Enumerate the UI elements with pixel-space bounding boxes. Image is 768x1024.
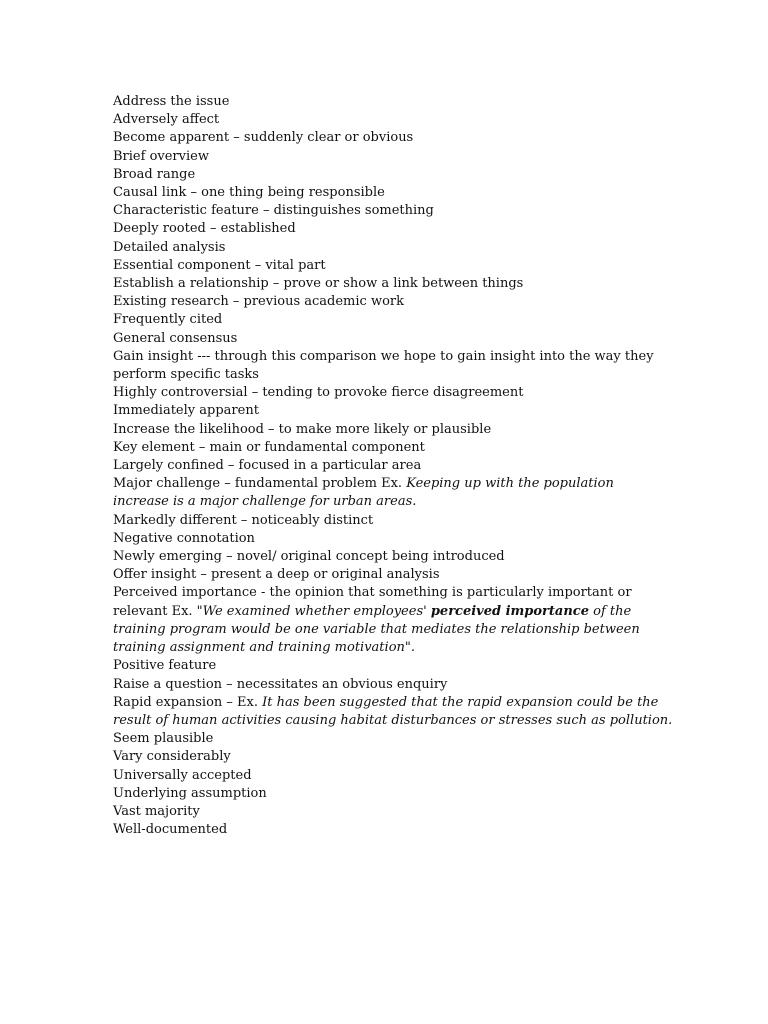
phrase-entry xyxy=(113,93,673,111)
phrase-text: Key element – main or fundamental component xyxy=(113,439,425,455)
phrase-text: Newly emerging – novel/ original concept being introduced xyxy=(113,549,505,565)
phrase-text: Existing research – previous academic work xyxy=(113,294,404,310)
phrase-entry xyxy=(113,767,673,785)
phrase-entry xyxy=(113,548,673,566)
phrase-entry xyxy=(113,202,673,220)
phrase-entry xyxy=(113,530,673,548)
phrase-text: Vast majority xyxy=(113,803,200,819)
example-text-continued: of the training program would be one variable that mediates the relationship between training assignment and training motivation". xyxy=(113,603,640,656)
phrase-text: Causal link – one thing being responsible xyxy=(113,185,385,201)
phrase-entry xyxy=(113,220,673,238)
phrase-text: Frequently cited xyxy=(113,312,223,328)
example-text: Keeping up with the population increase is a major challenge for urban areas. xyxy=(113,476,614,510)
phrase-entry xyxy=(113,275,673,293)
phrase-text: Characteristic feature – distinguishes something xyxy=(113,203,434,219)
phrase-entry xyxy=(113,657,673,675)
phrase-entry xyxy=(113,694,673,730)
phrase-text: Increase the likelihood – to make more likely or plausible xyxy=(113,421,492,437)
phrase-entry xyxy=(113,293,673,311)
phrase-text: Vary considerably xyxy=(113,749,231,765)
phrase-text: Markedly different – noticeably distinct xyxy=(113,512,374,528)
phrase-entry xyxy=(113,330,673,348)
example-emphasis: perceived importance xyxy=(430,603,589,619)
phrase-entry xyxy=(113,239,673,257)
phrase-entry xyxy=(113,676,673,694)
phrase-entry xyxy=(113,348,673,384)
phrase-entry xyxy=(113,111,673,129)
phrase-text: Negative connotation xyxy=(113,530,255,546)
phrase-text: Gain insight --- through this comparison we hope to gain insight into the way they perform specific tasks xyxy=(113,348,654,383)
phrase-text: Offer insight – present a deep or original analysis xyxy=(113,567,440,583)
phrase-text: Seem plausible xyxy=(113,731,214,747)
phrase-text: Essential component – vital part xyxy=(113,257,326,273)
phrase-text: Broad range xyxy=(113,166,196,182)
phrase-list xyxy=(113,93,673,839)
phrase-text: Establish a relationship – prove or show a link between things xyxy=(113,276,524,292)
phrase-text: Largely confined – focused in a particular area xyxy=(113,458,422,474)
phrase-text: Deeply rooted – established xyxy=(113,221,296,237)
phrase-entry xyxy=(113,566,673,584)
phrase-text: Perceived importance - the opinion that something is particularly important or relevant Ex. xyxy=(113,585,632,619)
phrase-text: Immediately apparent xyxy=(113,403,259,419)
phrase-entry xyxy=(113,584,673,657)
phrase-entry xyxy=(113,439,673,457)
phrase-text: Adversely affect xyxy=(113,112,220,128)
phrase-entry xyxy=(113,257,673,275)
phrase-text: Address the issue xyxy=(113,94,230,109)
example-text: It has been suggested that the rapid expansion could be the result of human activities causing habitat disturbances or stresses such as pollution. xyxy=(113,694,673,728)
phrase-text: Well-documented xyxy=(113,822,228,838)
phrase-entry xyxy=(113,748,673,766)
phrase-entry xyxy=(113,166,673,184)
phrase-text: Become apparent – suddenly clear or obvious xyxy=(113,130,414,146)
phrase-entry xyxy=(113,475,673,511)
phrase-text: Brief overview xyxy=(113,148,209,164)
phrase-text: Highly controversial – tending to provoke fierce disagreement xyxy=(113,385,524,401)
phrase-text: Raise a question – necessitates an obvious enquiry xyxy=(113,676,448,692)
phrase-entry xyxy=(113,785,673,803)
phrase-entry xyxy=(113,421,673,439)
example-text: "We examined whether employees' xyxy=(196,603,431,619)
phrase-entry xyxy=(113,457,673,475)
phrase-entry xyxy=(113,311,673,329)
phrase-text: Underlying assumption xyxy=(113,785,267,801)
phrase-text: Universally accepted xyxy=(113,767,252,783)
phrase-entry xyxy=(113,402,673,420)
phrase-text: Positive feature xyxy=(113,658,217,674)
phrase-text: Major challenge – fundamental problem Ex. xyxy=(113,476,407,492)
phrase-entry xyxy=(113,512,673,530)
phrase-entry xyxy=(113,148,673,166)
phrase-entry xyxy=(113,821,673,839)
phrase-entry xyxy=(113,384,673,402)
phrase-text: Detailed analysis xyxy=(113,239,226,255)
phrase-text: Rapid expansion – Ex. xyxy=(113,694,263,710)
phrase-entry xyxy=(113,129,673,147)
phrase-entry xyxy=(113,730,673,748)
phrase-entry xyxy=(113,803,673,821)
phrase-entry xyxy=(113,184,673,202)
phrase-text: General consensus xyxy=(113,330,238,346)
